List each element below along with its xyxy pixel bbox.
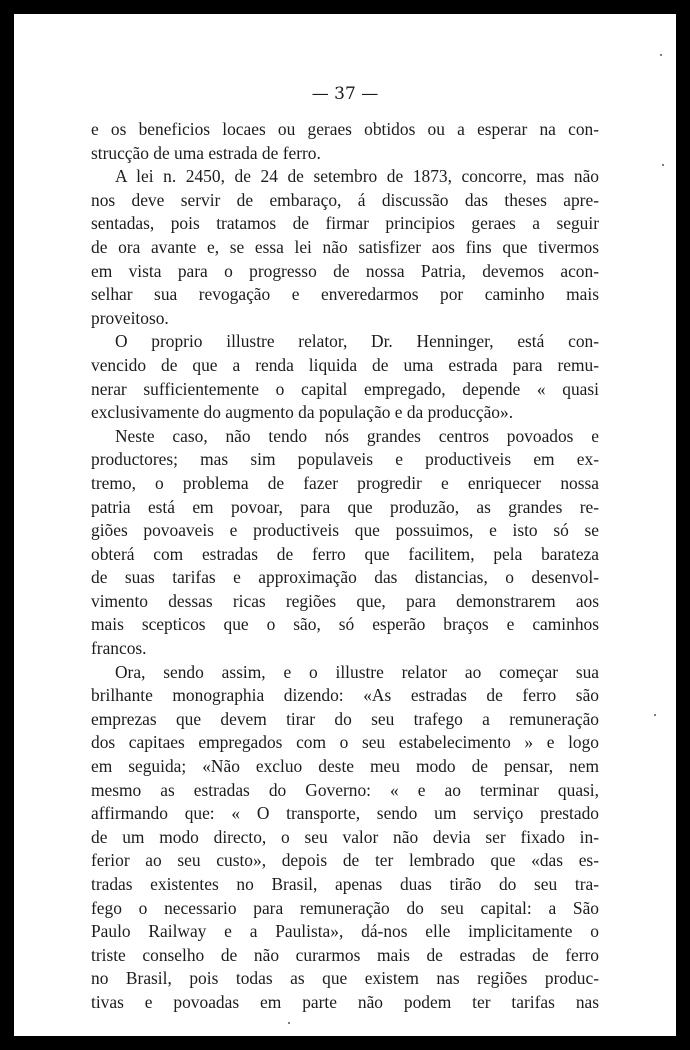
text-line: obterá com estradas de ferro que facilitem, pela barateza [91, 543, 599, 564]
text-line: nerar sufficientemente o capital empregado, depende « quasi [91, 378, 599, 399]
text-line: ferior ao seu custo», depois de ter lembrado que «das es- [91, 850, 599, 871]
text-line: productores; mas sim populaveis e productiveis em ex- [91, 449, 599, 470]
page-number: — 37 — [311, 84, 379, 104]
text-line: de suas tarifas e approximação das distancias, o desenvol- [91, 567, 599, 588]
scan-speck [660, 54, 662, 56]
text-line: mesmo as estradas do Governo: « e ao terminar quasi, [91, 779, 599, 800]
text-line: triste conselho de não curarmos mais de estradas de ferro [91, 944, 599, 965]
text-line: e os beneficios locaes ou geraes obtidos ou a esperar na con- [91, 119, 599, 139]
text-line: tremo, o problema de fazer progredir e enriquecer nossa [91, 472, 599, 493]
body-text [91, 118, 599, 1015]
text-line: Neste caso, não tendo nós grandes centros povoados e [115, 425, 599, 446]
text-line: emprezas que devem tirar do seu trafego a remuneração [91, 708, 599, 729]
text-line: strucção de uma estrada de ferro. [91, 142, 321, 163]
text-line: O proprio illustre relator, Dr. Henninger, está con- [115, 331, 599, 352]
text-line: vimento dessas ricas regiões que, para demonstrarem aos [91, 590, 599, 611]
text-line: Paulo Railway e a Paulista», dá-nos elle implicitamente o [91, 921, 599, 942]
text-line: exclusivamente do augmento da população e da producção». [91, 402, 514, 423]
text-line: vencido de que a renda liquida de uma estrada para remu- [91, 354, 599, 375]
text-line: em seguida; «Não excluo deste meu modo de pensar, nem [91, 756, 599, 777]
text-line: proveitoso. [91, 307, 169, 328]
text-line: selhar sua revogação e enveredarmos por caminho mais [91, 284, 599, 305]
text-line: tivas e povoadas em parte não podem ter tarifas nas [91, 991, 599, 1012]
text-line: giões povoaveis e productiveis que possuimos, e isto só se [91, 520, 599, 541]
text-line: mais scepticos que o são, só esperão braços e caminhos [91, 614, 599, 635]
scan-speck [654, 714, 656, 716]
book-page [14, 14, 676, 1036]
text-line: tradas existentes no Brasil, apenas duas tirão do seu tra- [91, 874, 599, 894]
text-line: patria está em povoar, para que produzão, as grandes re- [91, 496, 599, 517]
text-line: dos capitaes empregados com o seu estabelecimento » e logo [91, 732, 599, 753]
text-line: brilhante monographia dizendo: «As estradas de ferro são [91, 685, 599, 706]
text-line: affirmando que: « O transporte, sendo um serviço prestado [91, 803, 599, 824]
text-line: nos deve servir de embaraço, á discussão das theses apre- [91, 189, 599, 210]
text-line: A lei n. 2450, de 24 de setembro de 1873, concorre, mas não [115, 166, 599, 187]
text-line: Ora, sendo assim, e o illustre relator ao começar sua [115, 661, 599, 682]
text-line: sentadas, pois tratamos de firmar principios geraes a seguir [91, 213, 599, 234]
text-line: de um modo directo, o seu valor não devia ser fixado in- [91, 826, 599, 847]
text-line: fego o necessario para remuneração do seu capital: a São [91, 897, 599, 918]
text-line: francos. [91, 638, 147, 659]
text-line: de ora avante e, se essa lei não satisfizer aos fins que tivermos [91, 236, 599, 257]
text-line: em vista para o progresso de nossa Patria, devemos acon- [91, 260, 599, 281]
text-line: no Brasil, pois todas as que existem nas regiões produc- [91, 968, 599, 989]
scan-speck [288, 1022, 290, 1024]
scan-speck [662, 164, 664, 166]
